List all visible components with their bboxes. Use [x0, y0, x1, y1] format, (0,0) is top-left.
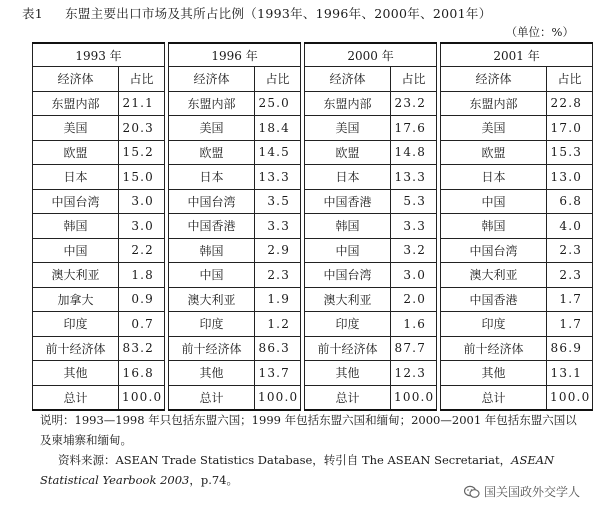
- share-cell: 2.3: [547, 263, 593, 288]
- year-header: 1993 年: [33, 43, 165, 67]
- economy-cell: 印度: [305, 312, 391, 337]
- economy-cell: 东盟内部: [305, 91, 391, 116]
- table-title-text: 东盟主要出口市场及其所占比例（1993年、1996年、2000年、2001年）: [65, 6, 492, 21]
- economy-cell: 印度: [441, 312, 547, 337]
- economy-column-header: 经济体: [33, 67, 119, 92]
- economy-cell: 韩国: [441, 214, 547, 239]
- economy-cell: 日本: [169, 165, 255, 190]
- share-cell: 86.3: [255, 336, 301, 361]
- economy-column-header: 经济体: [441, 67, 547, 92]
- economy-cell: 中国香港: [169, 214, 255, 239]
- economy-cell: 前十经济体: [169, 336, 255, 361]
- economy-cell: 中国: [33, 238, 119, 263]
- table-row: [33, 140, 593, 165]
- share-cell: 3.2: [391, 238, 437, 263]
- share-cell: 100.0: [255, 385, 301, 410]
- share-cell: 13.7: [255, 361, 301, 386]
- share-cell: 3.3: [391, 214, 437, 239]
- source-title: ASEAN Statistical Yearbook 2003: [40, 453, 555, 487]
- share-cell: 0.9: [119, 287, 165, 312]
- table-row: [33, 312, 593, 337]
- share-cell: 16.8: [119, 361, 165, 386]
- economy-cell: 中国台湾: [441, 238, 547, 263]
- table-notes: [40, 410, 588, 490]
- wechat-icon: [464, 485, 480, 499]
- share-cell: 2.0: [391, 287, 437, 312]
- economy-column-header: 经济体: [305, 67, 391, 92]
- table-row: [33, 361, 593, 386]
- table-title: [22, 4, 492, 22]
- economy-cell: 中国香港: [305, 189, 391, 214]
- share-cell: 23.2: [391, 91, 437, 116]
- economy-cell: 东盟内部: [33, 91, 119, 116]
- economy-cell: 日本: [33, 165, 119, 190]
- economy-cell: 欧盟: [169, 140, 255, 165]
- table-row: [33, 238, 593, 263]
- economy-cell: 中国: [169, 263, 255, 288]
- economy-cell: 其他: [169, 361, 255, 386]
- share-cell: 2.3: [547, 238, 593, 263]
- source-note: 资料来源：ASEAN Trade Statistics Database，转引自 The ASEAN Secretariat，ASEAN Statistical Yearbook 2003，p.74。: [40, 453, 555, 487]
- share-cell: 3.0: [119, 214, 165, 239]
- economy-cell: 日本: [305, 165, 391, 190]
- share-cell: 100.0: [119, 385, 165, 410]
- share-cell: 14.8: [391, 140, 437, 165]
- year-header: 2000 年: [305, 43, 437, 67]
- economy-cell: 总计: [169, 385, 255, 410]
- share-cell: 14.5: [255, 140, 301, 165]
- share-column-header: 占比: [391, 67, 437, 92]
- share-cell: 2.9: [255, 238, 301, 263]
- share-cell: 17.6: [391, 116, 437, 141]
- economy-cell: 澳大利亚: [169, 287, 255, 312]
- share-cell: 25.0: [255, 91, 301, 116]
- economy-cell: 欧盟: [33, 140, 119, 165]
- economy-cell: 其他: [305, 361, 391, 386]
- economy-cell: 美国: [33, 116, 119, 141]
- economy-cell: 欧盟: [305, 140, 391, 165]
- share-cell: 13.3: [255, 165, 301, 190]
- share-cell: 0.7: [119, 312, 165, 337]
- share-cell: 100.0: [391, 385, 437, 410]
- share-cell: 5.3: [391, 189, 437, 214]
- table-row: [33, 189, 593, 214]
- economy-cell: 日本: [441, 165, 547, 190]
- economy-cell: 中国香港: [441, 287, 547, 312]
- economy-cell: 总计: [441, 385, 547, 410]
- share-cell: 87.7: [391, 336, 437, 361]
- share-cell: 21.1: [119, 91, 165, 116]
- share-cell: 100.0: [547, 385, 593, 410]
- share-cell: 6.8: [547, 189, 593, 214]
- share-cell: 1.7: [547, 312, 593, 337]
- share-cell: 1.8: [119, 263, 165, 288]
- table-number: 表1: [22, 6, 44, 21]
- unit-label: （单位：%）: [505, 25, 574, 39]
- economy-cell: 东盟内部: [169, 91, 255, 116]
- share-cell: 2.3: [255, 263, 301, 288]
- economy-cell: 其他: [441, 361, 547, 386]
- economy-cell: 印度: [33, 312, 119, 337]
- watermark: [464, 483, 580, 500]
- economy-cell: 中国: [305, 238, 391, 263]
- column-header-row: [33, 67, 593, 92]
- share-cell: 13.0: [547, 165, 593, 190]
- share-column-header: 占比: [119, 67, 165, 92]
- table-row: [33, 385, 593, 410]
- table-row: [33, 165, 593, 190]
- economy-cell: 中国: [441, 189, 547, 214]
- economy-cell: 美国: [441, 116, 547, 141]
- economy-cell: 中国台湾: [305, 263, 391, 288]
- share-cell: 3.3: [255, 214, 301, 239]
- economy-cell: 加拿大: [33, 287, 119, 312]
- share-cell: 1.2: [255, 312, 301, 337]
- share-cell: 3.0: [391, 263, 437, 288]
- share-cell: 13.1: [547, 361, 593, 386]
- share-cell: 17.0: [547, 116, 593, 141]
- export-markets-table: [32, 42, 593, 411]
- economy-cell: 中国台湾: [33, 189, 119, 214]
- economy-cell: 中国台湾: [169, 189, 255, 214]
- share-cell: 15.0: [119, 165, 165, 190]
- share-cell: 15.3: [547, 140, 593, 165]
- share-column-header: 占比: [255, 67, 301, 92]
- economy-cell: 韩国: [33, 214, 119, 239]
- economy-cell: 总计: [33, 385, 119, 410]
- share-column-header: 占比: [547, 67, 593, 92]
- economy-cell: 前十经济体: [305, 336, 391, 361]
- share-cell: 83.2: [119, 336, 165, 361]
- year-header: 2001 年: [441, 43, 593, 67]
- table-row: [33, 116, 593, 141]
- share-cell: 18.4: [255, 116, 301, 141]
- share-cell: 2.2: [119, 238, 165, 263]
- economy-cell: 韩国: [305, 214, 391, 239]
- table-row: [33, 287, 593, 312]
- economy-cell: 韩国: [169, 238, 255, 263]
- explanation-note: 说明：1993—1998 年只包括东盟六国；1999 年包括东盟六国和缅甸；2000—2001 年包括东盟六国以及柬埔寨和缅甸。: [40, 413, 577, 447]
- share-cell: 13.3: [391, 165, 437, 190]
- economy-cell: 澳大利亚: [33, 263, 119, 288]
- economy-cell: 澳大利亚: [305, 287, 391, 312]
- economy-cell: 前十经济体: [441, 336, 547, 361]
- economy-cell: 东盟内部: [441, 91, 547, 116]
- share-cell: 3.0: [119, 189, 165, 214]
- share-cell: 1.6: [391, 312, 437, 337]
- year-header: 1996 年: [169, 43, 301, 67]
- table-row: [33, 336, 593, 361]
- economy-column-header: 经济体: [169, 67, 255, 92]
- share-cell: 22.8: [547, 91, 593, 116]
- economy-cell: 印度: [169, 312, 255, 337]
- table-row: [33, 91, 593, 116]
- share-cell: 20.3: [119, 116, 165, 141]
- share-cell: 1.9: [255, 287, 301, 312]
- economy-cell: 欧盟: [441, 140, 547, 165]
- share-cell: 12.3: [391, 361, 437, 386]
- economy-cell: 其他: [33, 361, 119, 386]
- watermark-text: 国关国政外交学人: [483, 485, 580, 499]
- share-cell: 1.7: [547, 287, 593, 312]
- economy-cell: 澳大利亚: [441, 263, 547, 288]
- economy-cell: 美国: [305, 116, 391, 141]
- table-row: [33, 214, 593, 239]
- share-cell: 86.9: [547, 336, 593, 361]
- share-cell: 3.5: [255, 189, 301, 214]
- economy-cell: 前十经济体: [33, 336, 119, 361]
- share-cell: 4.0: [547, 214, 593, 239]
- economy-cell: 美国: [169, 116, 255, 141]
- year-header-row: [33, 43, 593, 67]
- share-cell: 15.2: [119, 140, 165, 165]
- economy-cell: 总计: [305, 385, 391, 410]
- table-row: [33, 263, 593, 288]
